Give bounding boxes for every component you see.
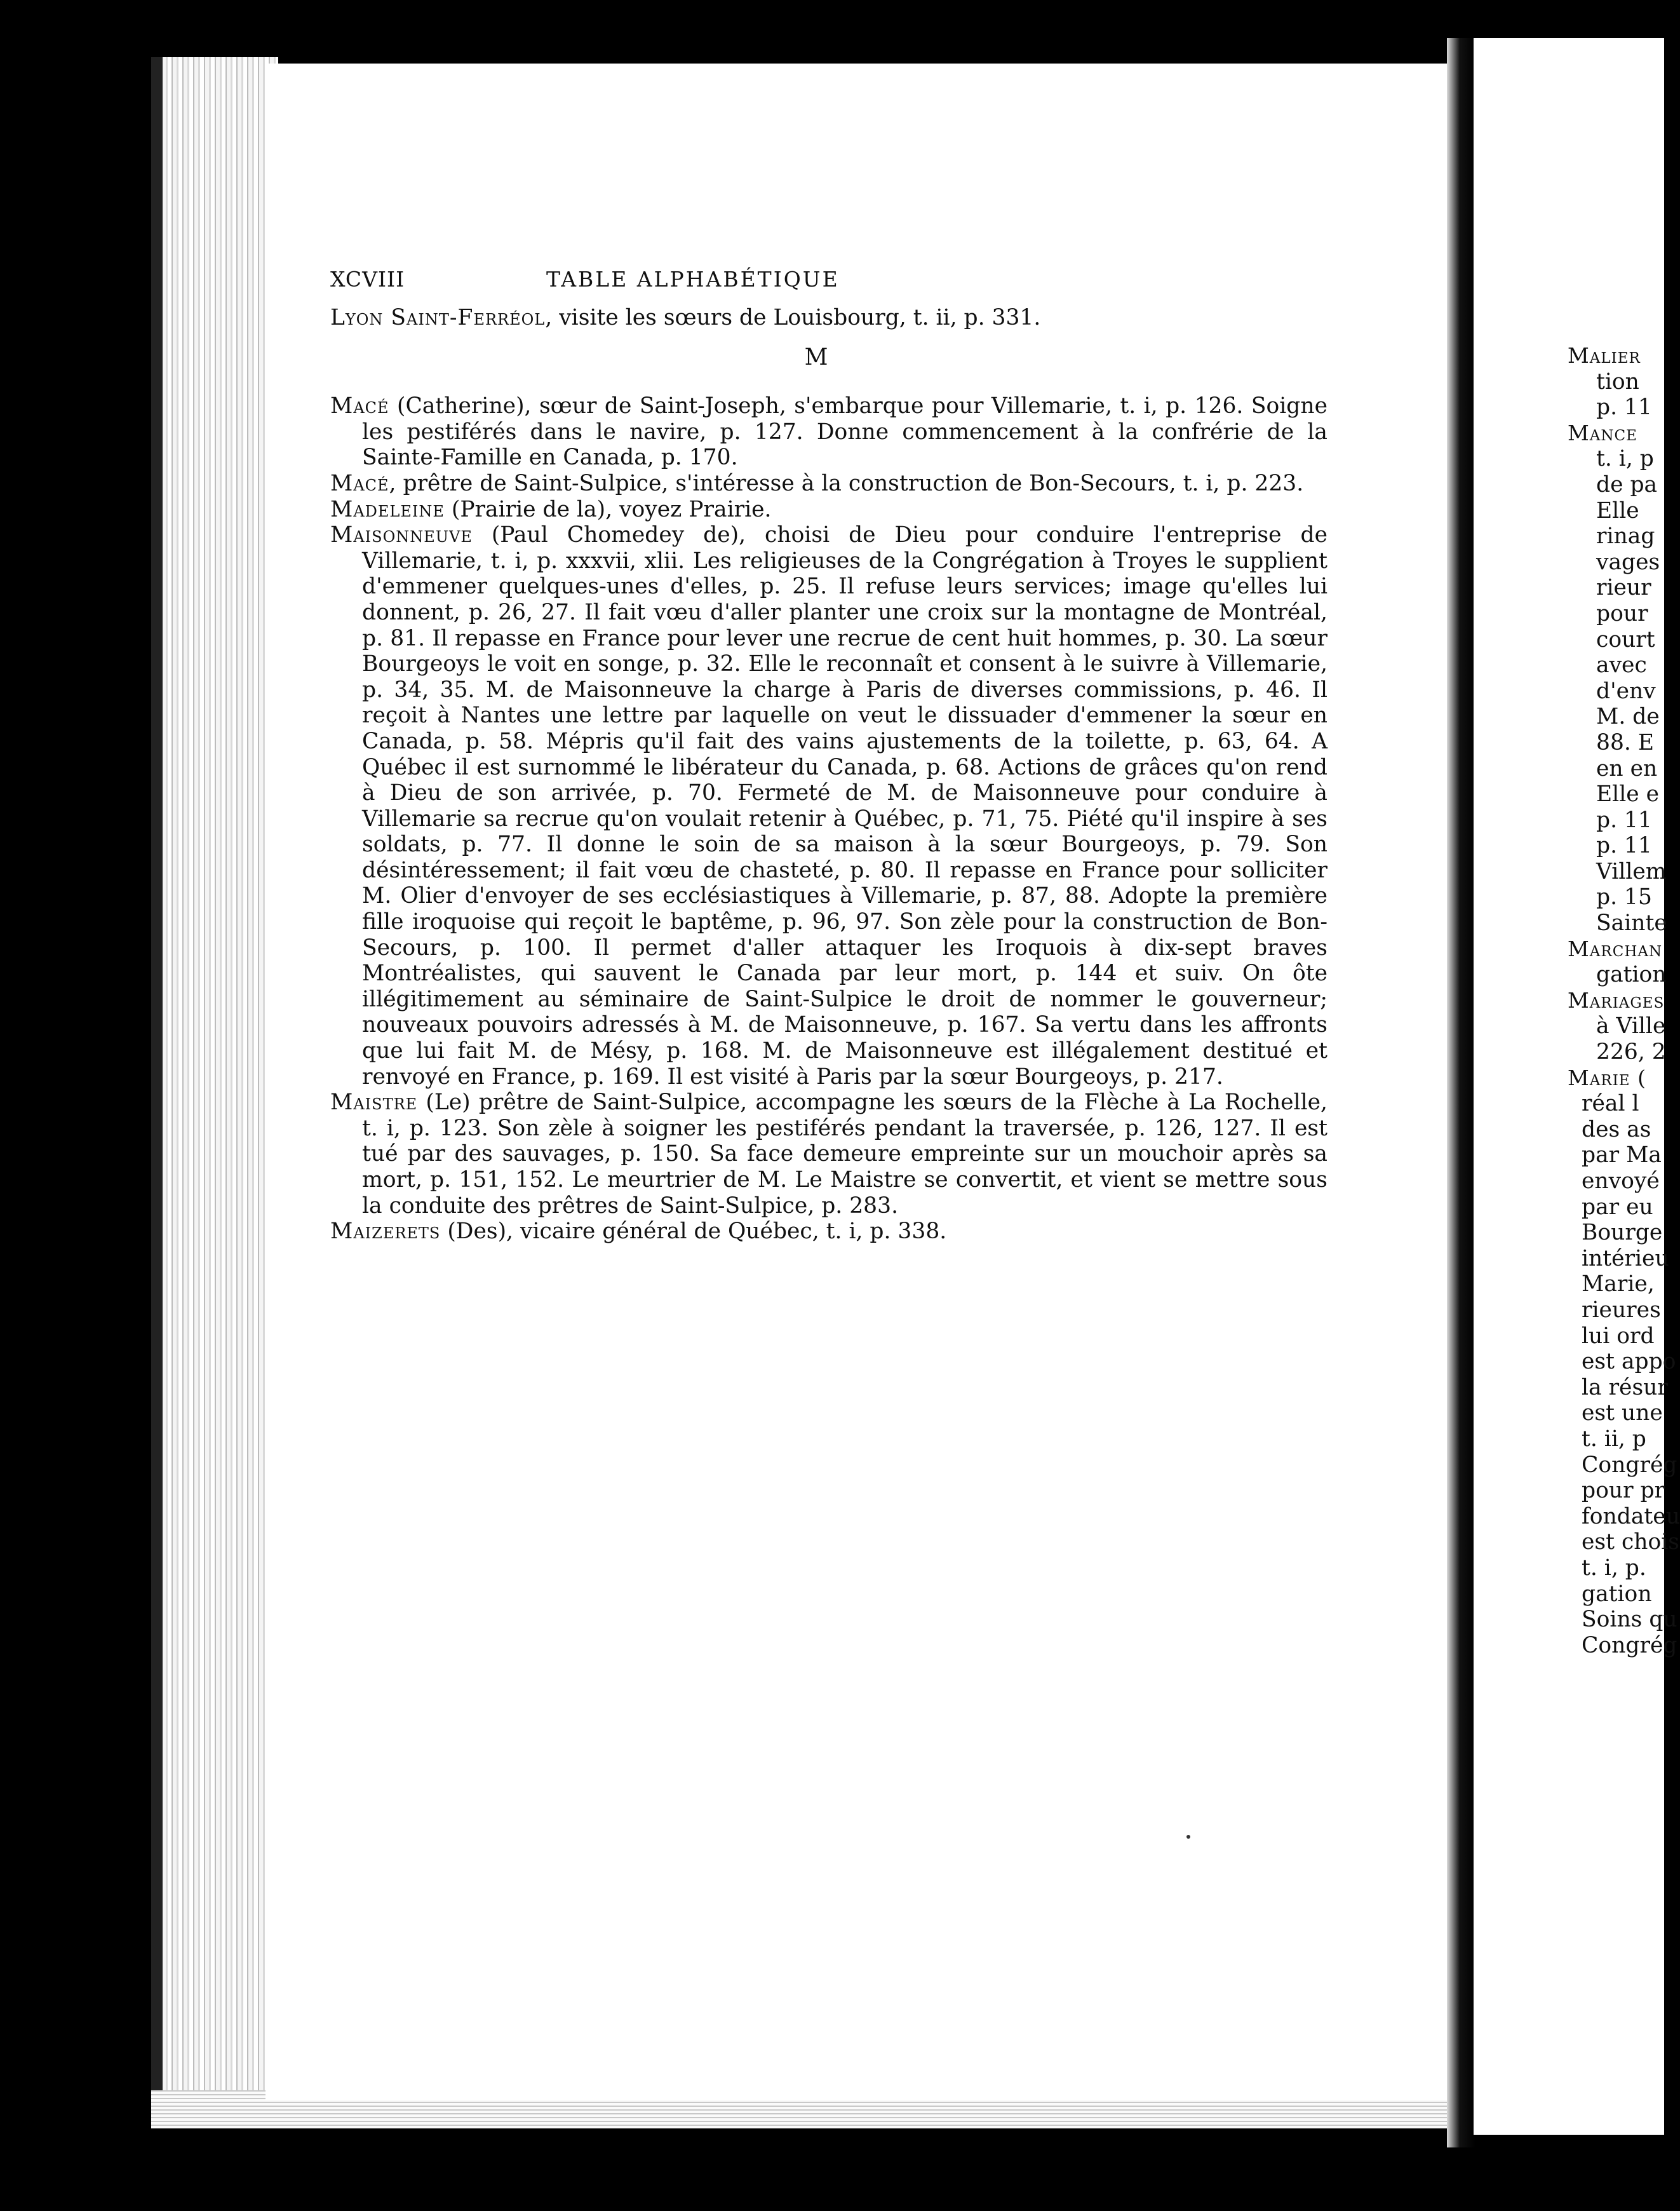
right-page-line: 88. E (1596, 729, 1655, 755)
right-page-line: pour pr (1582, 1478, 1665, 1504)
book-gutter (1447, 38, 1475, 2147)
right-page-line: par Ma (1582, 1142, 1662, 1168)
right-page-line: Mariages (1568, 987, 1665, 1013)
right-page-line: envoyé (1582, 1168, 1660, 1194)
right-page-line: avec (1596, 652, 1647, 679)
right-page-line: rieures (1582, 1297, 1661, 1323)
right-page-line: Congrég (1582, 1632, 1677, 1658)
right-page-line: la résur (1582, 1374, 1668, 1400)
right-page-fragment (1568, 343, 1680, 1658)
right-page-line: Elle e (1596, 781, 1660, 808)
right-page-line: Malier (1568, 343, 1641, 368)
index-entry (330, 305, 1327, 331)
right-page-line: tion (1596, 368, 1639, 395)
entry-headword: Maisonneuve (330, 522, 473, 548)
entry-text: (Des), vicaire général de Québec, t. i, p. 338. (440, 1219, 947, 1245)
right-page-line: de pa (1596, 471, 1658, 497)
right-page-line: p. 15 (1596, 884, 1652, 910)
right-page-line: Marchan (1568, 936, 1663, 961)
entry-headword: Macé (330, 470, 389, 496)
entry-text: (Prairie de la), voyez Prairie. (444, 496, 772, 522)
right-page-line: à Ville (1596, 1013, 1666, 1039)
right-page-line: Mance (1568, 420, 1637, 445)
right-page-line: réal l (1582, 1091, 1639, 1117)
entry-text: (Catherine), sœur de Saint-Joseph, s'embarque pour Villemarie, t. i, p. 126. Soigne les pestiférés dans le navire, p. 127. Donne commencement à la confrérie de la Sainte-Famille en Canada, p. 170. (362, 393, 1327, 471)
index-entry (330, 471, 1327, 497)
right-page-line: d'env (1596, 678, 1656, 704)
right-page-line: M. de (1596, 704, 1660, 730)
right-page-line: t. ii, p (1582, 1426, 1646, 1452)
right-page-line: Villem (1596, 858, 1667, 884)
right-page-line: par eu (1582, 1194, 1653, 1220)
right-page-line: lui ord (1582, 1323, 1655, 1349)
right-page-line: gation (1582, 1581, 1652, 1607)
right-page-line: Marie ( (1568, 1065, 1646, 1090)
right-page-line: Elle (1596, 497, 1639, 524)
right-page-line: t. i, p (1596, 446, 1654, 472)
right-page-line: en en (1596, 755, 1658, 781)
right-page-line: pour (1596, 600, 1648, 626)
right-page-line: p. 11 (1596, 395, 1652, 421)
right-page-line: Soins qu (1582, 1607, 1677, 1633)
right-page-line: t. i, p. (1582, 1555, 1646, 1581)
right-page-line: p. 11 (1596, 807, 1652, 833)
speck (1186, 1835, 1190, 1839)
index-entry (330, 522, 1327, 1090)
right-page-line: des as (1582, 1116, 1651, 1142)
right-page-line: est une (1582, 1400, 1663, 1426)
index-entry (330, 1090, 1327, 1219)
right-page-line: intérieu (1582, 1245, 1669, 1271)
index-entry (330, 497, 1327, 523)
index-entry (330, 393, 1327, 471)
entry-headword: Lyon Saint-Ferréol (330, 305, 546, 330)
right-page-line: p. 11 (1596, 833, 1652, 859)
right-page-line: vages (1596, 549, 1660, 575)
right-page-line: rinag (1596, 524, 1655, 550)
entry-headword: Madeleine (330, 496, 445, 522)
index-entry (330, 1219, 1327, 1245)
running-title: TABLE ALPHABÉTIQUE (546, 267, 840, 292)
right-page-line: Marie, (1582, 1271, 1655, 1297)
right-page-line: Bourge (1582, 1220, 1663, 1246)
right-page-line: rieur (1596, 575, 1651, 601)
right-page-line: gation (1596, 962, 1667, 988)
book-binding-edge (151, 57, 163, 2122)
entry-text: (Paul Chomedey de), choisi de Dieu pour conduire l'entreprise de Villemarie, t. i, p. xxxvii, xlii. Les religieuses de la Congrégation à Troyes le supplient d'emmener quelques-unes d'elles, p. 25. Il refuse leurs services; image qu'elles lui donnent, p. 26, 27. Il fait vœu d'aller planter une croix sur la montagne de Montréal, p. 81. Il repasse en France pour lever une recrue de cent huit hommes, p. 30. La sœur Bourgeoys le voit en songe, p. 32. Elle le reconnaît et consent à le suivre à Villemarie, p. 34, 35. M. de Maisonneuve la charge à Paris de diverses commissions, p. 46. Il reçoit à Nantes une lettre par laquelle on veut le dissuader d'emmener la sœur en Canada, p. 58. Mépris qu'il fait des vains ajustements de la toilette, p. 63, 64. A Québec il est surnommé le libérateur du Canada, p. 68. Actions de grâces qu'on rend à Dieu de son arrivée, p. 70. Fermeté de M. de Maisonneuve pour conduire à Villemarie sa recrue qu'on voulait retenir à Québec, p. 71, 75. Piété qu'il inspire à ses soldats, p. 77. Il donne le soin de sa maison à la sœur Bourgeoys, p. 79. Son désintéressement; il fait vœu de chasteté, p. 80. Il repasse en France pour solliciter M. Olier d'envoyer de ses ecclésiastiques à Villemarie, p. 87, 88. Adopte la première fille iroquoise qui reçoit le baptême, p. 96, 97. Son zèle pour la construction de Bon-Secours, p. 100. Il permet d'aller attaquer les Iroquois à dix-sept braves Montréalistes, qui sauvent le Canada par leur mort, p. 144 et suiv. On ôte illégitimement au séminaire de Saint-Sulpice le droit de nommer le gouverneur; nouveaux pouvoirs adressés à M. de Maisonneuve, p. 167. Sa vertu dans les affronts que lui fait M. de Mésy, p. 168. M. de Maisonneuve est illégalement destitué et renvoyé en France, p. 169. Il est visité à Paris par la sœur Bourgeoys, p. 217. (362, 522, 1327, 1090)
left-page-text (330, 267, 1327, 1245)
entry-headword: Maistre (330, 1090, 418, 1116)
page-number: XCVIII (330, 267, 405, 292)
entry-headword: Maizerets (330, 1219, 441, 1245)
entry-text: (Le) prêtre de Saint-Sulpice, accompagne les sœurs de la Flèche à La Rochelle, t. i, p. 123. Son zèle à soigner les pestiférés pendant la traversée, p. 126, 127. Il est tué par des sauvages, p. 150. Sa face demeure empreinte sur un mouchoir après sa mort, p. 151, 152. Le meurtrier de M. Le Maistre se convertit, et vient se mettre sous la conduite des prêtres de Saint-Sulpice, p. 283. (362, 1090, 1327, 1219)
running-header (330, 267, 1327, 305)
right-page-line: Congrég (1582, 1452, 1677, 1478)
right-page-line: court (1596, 626, 1655, 652)
section-letter: M (804, 344, 828, 370)
entry-headword: Macé (330, 393, 389, 419)
right-page-line: fondateu (1582, 1503, 1680, 1529)
entry-text: , visite les sœurs de Louisbourg, t. ii, p. 331. (545, 305, 1041, 330)
right-page-line: Sainte (1596, 910, 1667, 936)
right-page-line: 226, 2 (1596, 1039, 1666, 1065)
right-page-line: est appo (1582, 1349, 1676, 1375)
entry-text: , prêtre de Saint-Sulpice, s'intéresse à la construction de Bon-Secours, t. i, p. 223. (389, 470, 1304, 496)
page-edges (151, 57, 278, 2122)
right-page-line: est chois (1582, 1529, 1680, 1555)
